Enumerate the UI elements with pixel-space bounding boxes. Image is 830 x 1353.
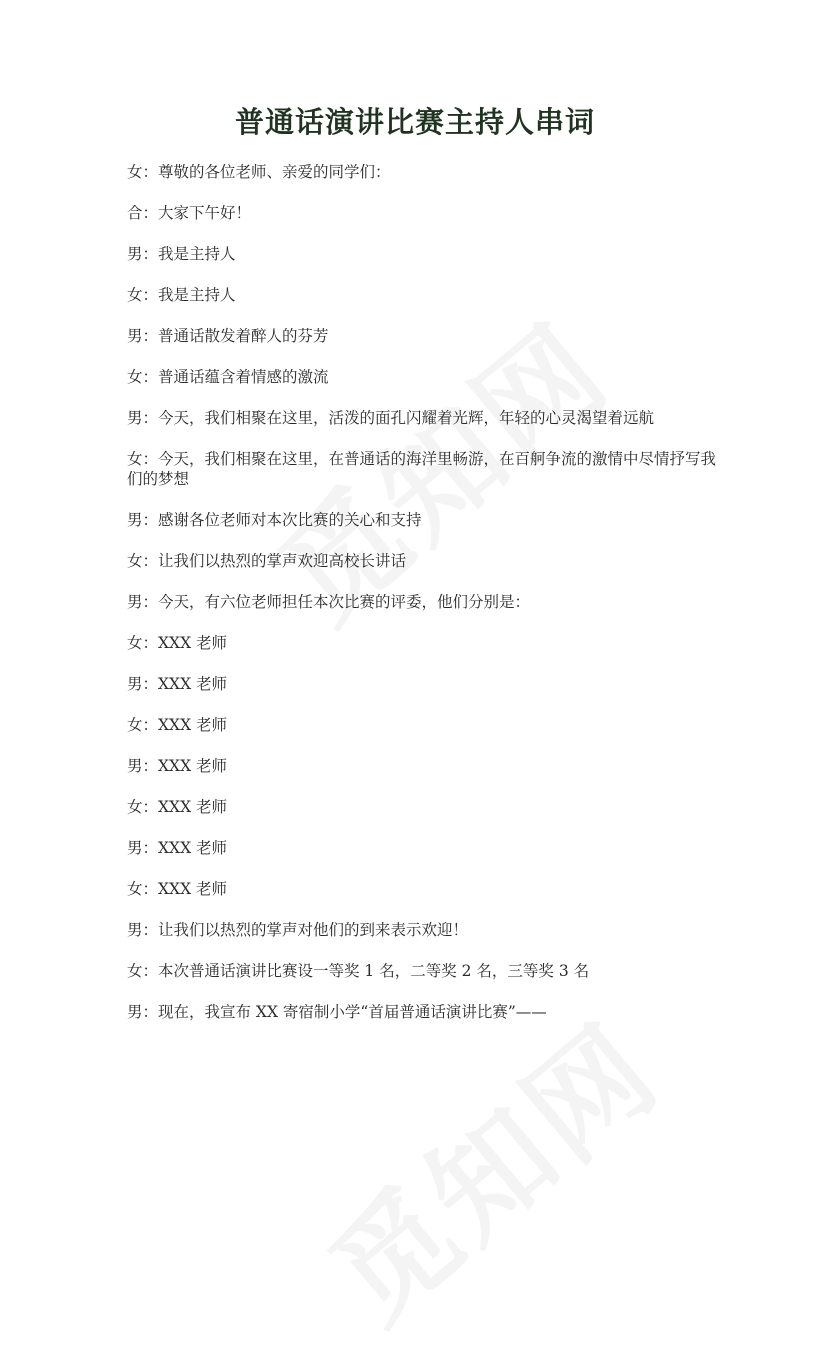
script-line: 男：普通话散发着醉人的芬芳: [127, 327, 329, 345]
script-line: 女：尊敬的各位老师、亲爱的同学们：: [127, 163, 391, 181]
script-line: 女：让我们以热烈的掌声欢迎高校长讲话: [127, 552, 407, 570]
script-line: 男：感谢各位老师对本次比赛的关心和支持: [127, 511, 422, 529]
script-line: 合：大家下午好！: [127, 204, 252, 222]
script-line: 女：XXX 老师: [127, 880, 228, 898]
script-line: 男：今天，有六位老师担任本次比赛的评委，他们分别是：: [127, 593, 531, 611]
script-line: 男：XXX 老师: [127, 757, 228, 775]
script-line: 男：让我们以热烈的掌声对他们的到来表示欢迎！: [127, 921, 469, 939]
script-line: 男：现在，我宣布 XX 寄宿制小学“首届普通话演讲比赛”——: [127, 1003, 547, 1021]
script-line: 女：普通话蕴含着情感的激流: [127, 368, 329, 386]
script-line: 女：今天，我们相聚在这里，在普通话的海洋里畅游，在百舸争流的激情中尽情抒写我们的梦想: [127, 450, 717, 488]
script-line: 女：XXX 老师: [127, 716, 228, 734]
script-line: 女：XXX 老师: [127, 634, 228, 652]
script-line: 男：我是主持人: [127, 245, 236, 263]
script-line: 女：本次普通话演讲比赛设一等奖 1 名，二等奖 2 名，三等奖 3 名: [127, 962, 590, 980]
script-lines: [127, 162, 717, 1043]
document-title: 普通话演讲比赛主持人串词: [234, 105, 595, 139]
script-line: 男：今天，我们相聚在这里，活泼的面孔闪耀着光辉，年轻的心灵渴望着远航: [127, 409, 655, 427]
script-line: 男：XXX 老师: [127, 839, 228, 857]
script-line: 女：XXX 老师: [127, 798, 228, 816]
script-line: 男：XXX 老师: [127, 675, 228, 693]
script-line: 女：我是主持人: [127, 286, 236, 304]
